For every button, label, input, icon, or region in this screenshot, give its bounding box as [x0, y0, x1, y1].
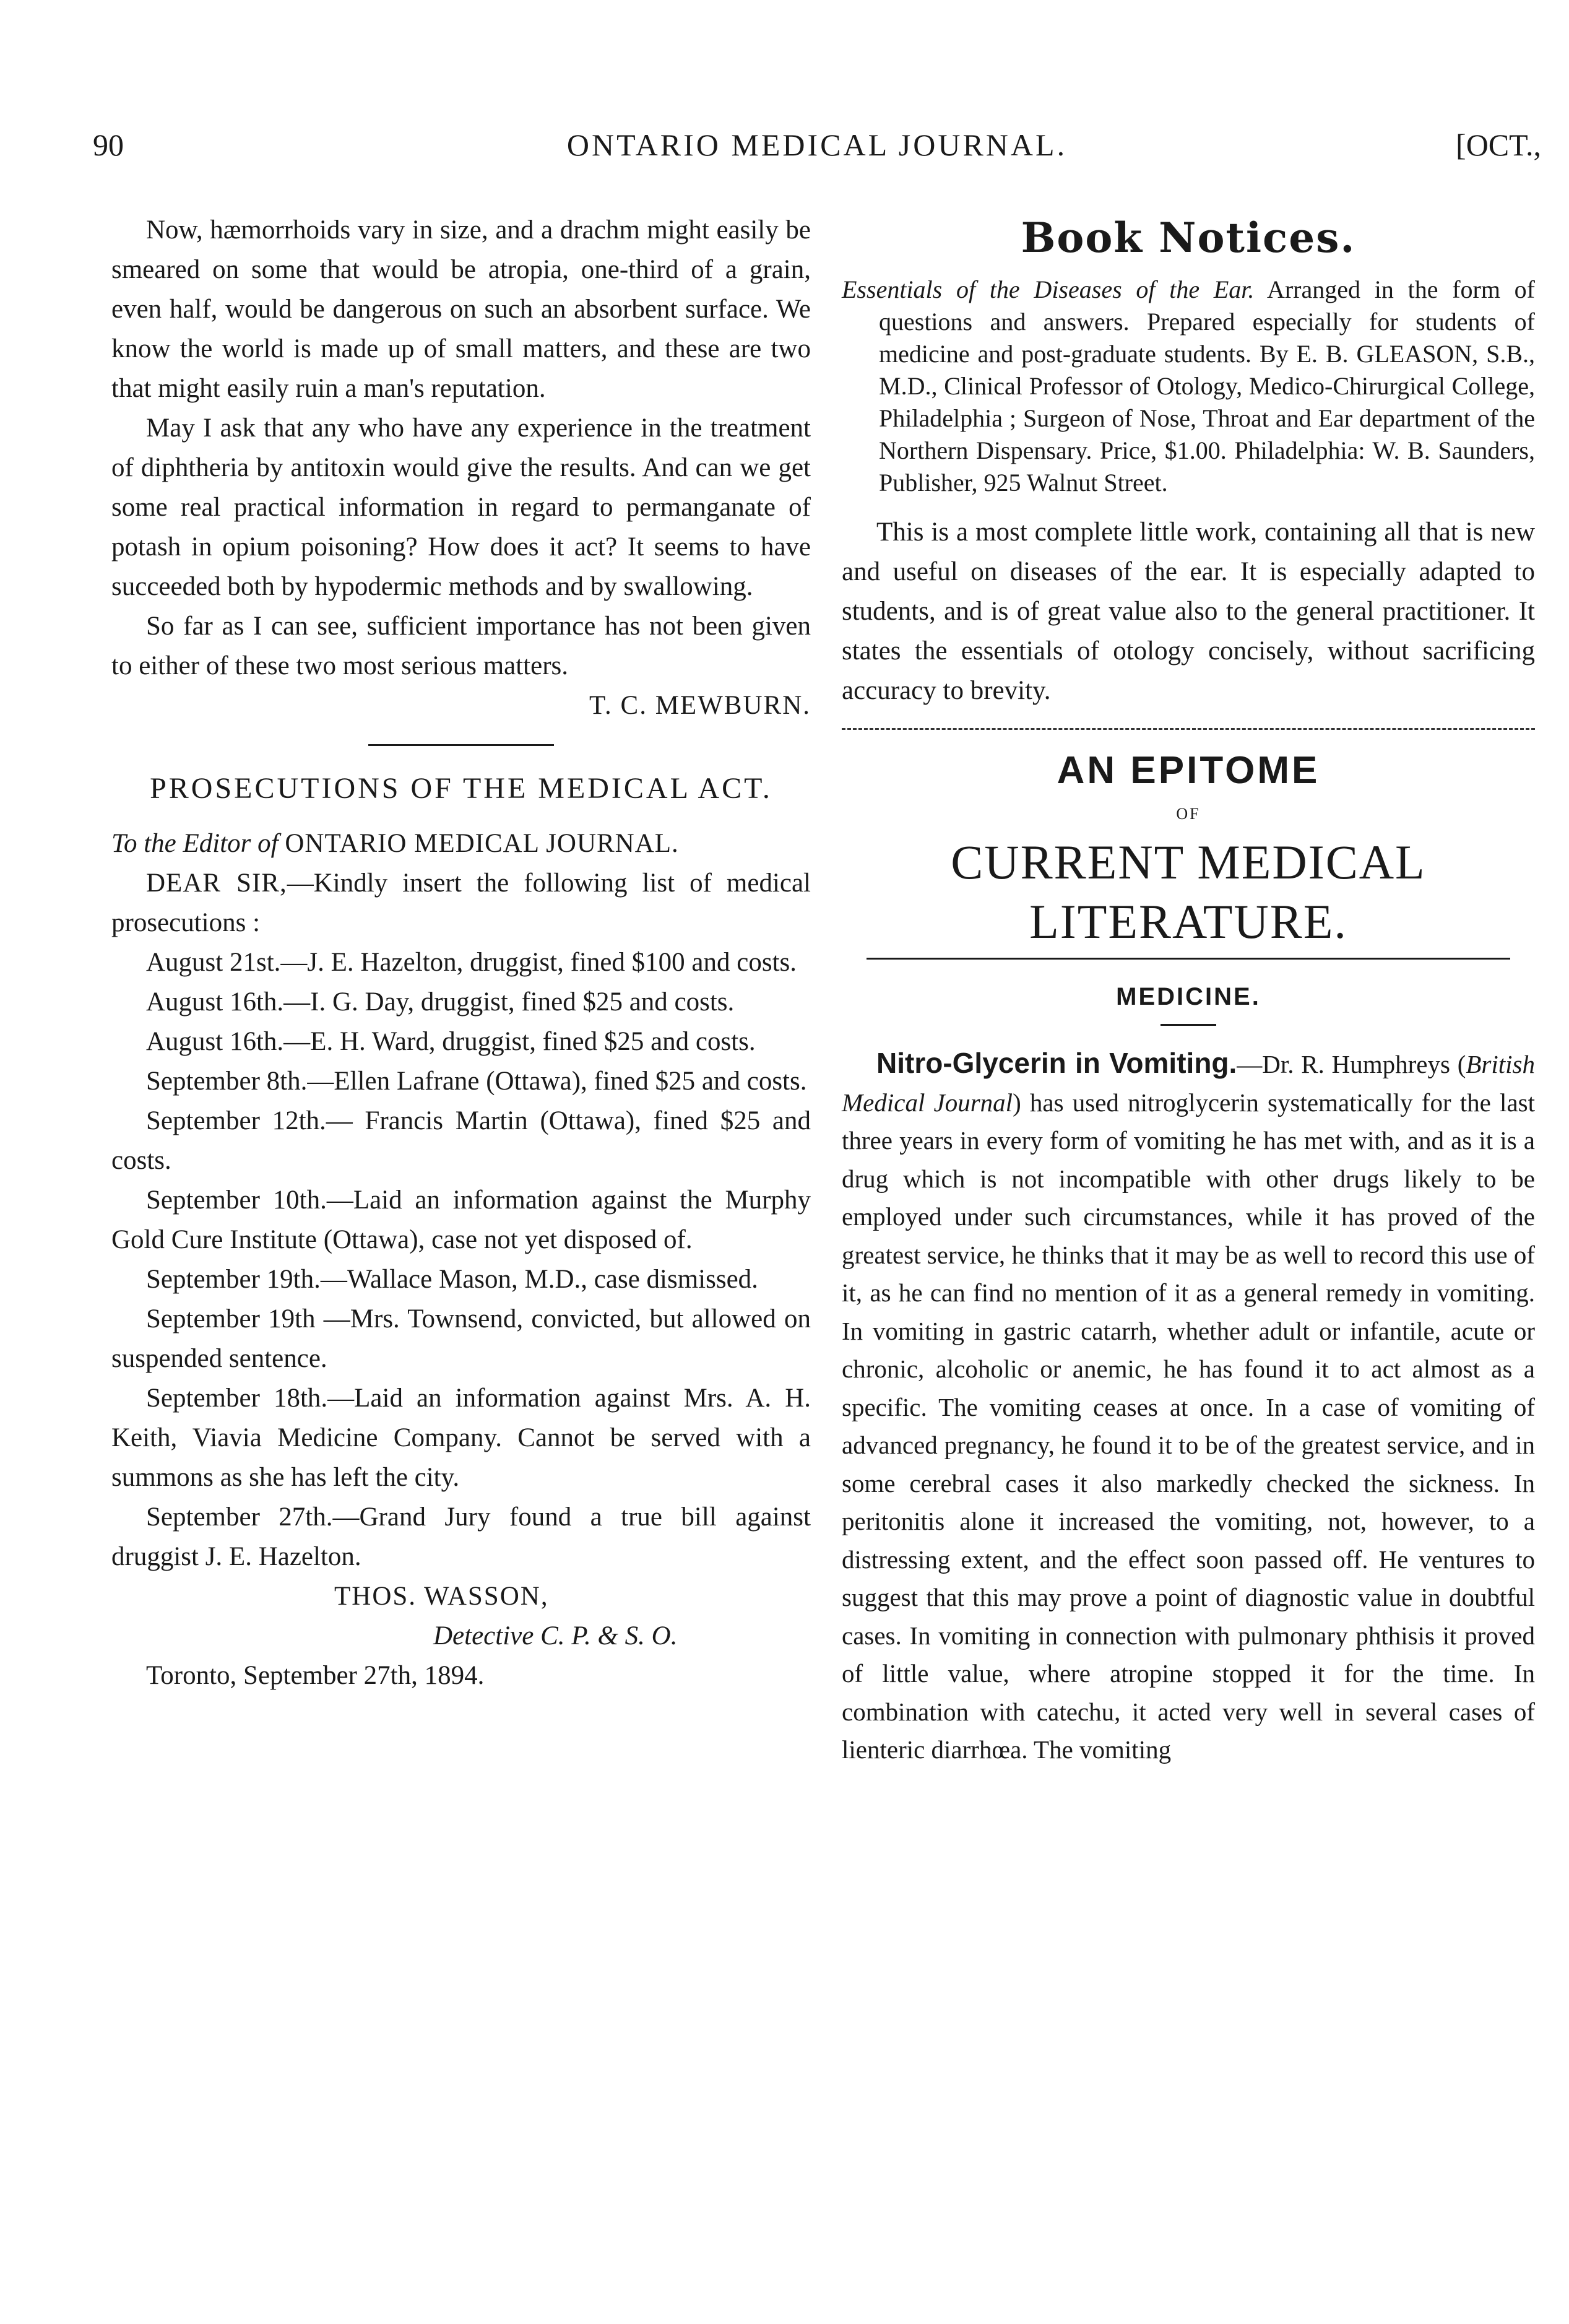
prosecution-entry: September 18th.—Laid an information against Mrs. A. H. Keith, Viavia Medicine Company. Cannot be served with a summons as she has left the city.: [111, 1384, 811, 1492]
to-editor-line: [111, 824, 811, 864]
book-entry: [842, 274, 1535, 499]
book-title: Essentials of the Diseases of the Ear.: [842, 275, 1255, 303]
book-description: Arranged in the form of questions and answers. Prepared especially for students of medicine and post-graduate students. By E. B. GLEASON, S.B., M.D., Clinical Professor of Otology, Medico-Chirurgical College, Philadelphia ; Surgeon of Nose, Throat and Ear department of the Northern Dispensary. Price, $1.00. Philadelphia: W. B. Saunders, Publisher, 925 Walnut Street.: [879, 275, 1536, 496]
signer-name: THOS. WASSON,: [334, 1582, 549, 1611]
salutation-caps: DEAR SIR,: [146, 869, 287, 898]
salutation-text: —Kindly insert the following list of medical prosecutions :: [111, 869, 811, 937]
prosecution-entry: September 8th.—Ellen Lafrane (Ottawa), fined $25 and costs.: [146, 1067, 807, 1096]
detective-signature: [111, 1577, 811, 1656]
letter-paragraph: So far as I can see, sufficient importance has not been given to either of these two most serious matters.: [111, 612, 811, 680]
signer-title: Detective C. P. & S. O.: [433, 1621, 678, 1650]
article-source: British Medical Journal: [842, 1050, 1535, 1117]
prosecution-entry: August 21st.—J. E. Hazelton, druggist, fined $100 and costs.: [146, 948, 797, 977]
letter-signature: T. C. MEWBURN.: [589, 691, 811, 720]
prosecution-entry: September 12th.— Francis Martin (Ottawa), fined $25 and costs.: [111, 1106, 811, 1175]
section-divider: [842, 728, 1535, 730]
prosecution-entry: August 16th.—E. H. Ward, druggist, fined $25 and costs.: [146, 1027, 756, 1056]
section-rule: [1161, 1024, 1216, 1026]
left-column: [111, 210, 811, 1696]
subtitle-rule: [867, 958, 1510, 960]
letter-paragraph: Now, hæmorrhoids vary in size, and a drachm might easily be smeared on some that would be atropia, one-third of a grain, even half, would be dangerous on such an absorbent surface. We know the world is made up of small matters, and these are two that might easily ruin a man's reputation.: [111, 215, 811, 403]
prosecution-entry: August 16th.—I. G. Day, druggist, fined $25 and costs.: [146, 987, 735, 1017]
to-editor-journal: ONTARIO MEDICAL JOURNAL.: [285, 829, 679, 858]
dateline: Toronto, September 27th, 1894.: [146, 1661, 485, 1690]
epitome-title: AN EPITOME: [1057, 749, 1320, 792]
right-column: [842, 210, 1535, 1769]
to-editor-prefix: To the Editor of: [111, 829, 279, 858]
prosecution-entry: September 27th.—Grand Jury found a true bill against druggist J. E. Hazelton.: [111, 1502, 811, 1571]
article: [842, 1044, 1535, 1769]
prosecutions-heading: PROSECUTIONS OF THE MEDICAL ACT.: [150, 772, 772, 805]
epitome-subtitle: CURRENT MEDICAL LITERATURE.: [951, 835, 1426, 948]
running-head: [93, 127, 1541, 176]
section-divider: [368, 744, 554, 746]
letter-paragraph: May I ask that any who have any experience in the treatment of diphtheria by antitoxin would give the results. And can we get some real practical information in regard to permanganate of potash in opium poisoning? How does it act? It seems to have succeeded both by hypodermic methods and by swallowing.: [111, 414, 811, 601]
book-citation: [842, 274, 1535, 499]
salutation: [111, 864, 811, 943]
issue-month: [OCT.,: [1456, 128, 1541, 162]
section-label: MEDICINE.: [1116, 983, 1261, 1010]
article-text: ) has used nitroglycerin systematically for the last three years in every form of vomiting he has met with, and as it is a drug which is not incompatible with other drugs likely to be employed under such circumstances, while it has proved of the greatest service, he thinks that it may be as well to record this use of it, as he can find no mention of it as a general remedy in vomiting. In vomiting in gastric catarrh, whether adult or infantile, acute or chronic, alcoholic or anemic, he has found it to act almost as a specific. The vomiting ceases at once. In a case of vomiting of advanced pregnancy, he found it to be of the greatest service, and in some cerebral cases it also markedly checked the sickness. In peritonitis alone it increased the vomiting, not, however, to a distressing extent, and the effect soon passed off. He ventures to suggest that this may prove a point of diagnostic value in doubtful cases. In vomiting in connection with pulmonary phthisis it proved of little value, where atropine stopped it for the time. In combination with catechu, it acted very well in several cases of lienteric diarrhœa. The vomiting: [842, 1088, 1535, 1764]
journal-title: ONTARIO MEDICAL JOURNAL.: [566, 128, 1068, 162]
prosecution-entry: September 10th.—Laid an information against the Murphy Gold Cure Institute (Ottawa), case not yet disposed of.: [111, 1186, 811, 1254]
book-notices-heading: Book Notices.: [1021, 214, 1356, 262]
epitome-of: OF: [1176, 805, 1201, 823]
article-title: Nitro-Glycerin in Vomiting.: [876, 1047, 1237, 1079]
prosecution-entry: September 19th.—Wallace Mason, M.D., case dismissed.: [146, 1265, 758, 1294]
article-body: [842, 1044, 1535, 1769]
page-number: 90: [93, 128, 124, 162]
prosecution-entry: September 19th —Mrs. Townsend, convicted, but allowed on suspended sentence.: [111, 1304, 811, 1373]
book-review: This is a most complete little work, containing all that is new and useful on diseases of the ear. It is especially adapted to students, and is of great value also to the general practitioner. It states the essentials of otology concisely, without sacrificing accuracy to brevity.: [842, 518, 1535, 705]
prosecutions-section: [111, 767, 811, 1696]
article-byline: —Dr. R. Humphreys (: [1237, 1050, 1466, 1078]
book-notices-section: [842, 213, 1535, 711]
epitome-section: [842, 746, 1535, 1769]
